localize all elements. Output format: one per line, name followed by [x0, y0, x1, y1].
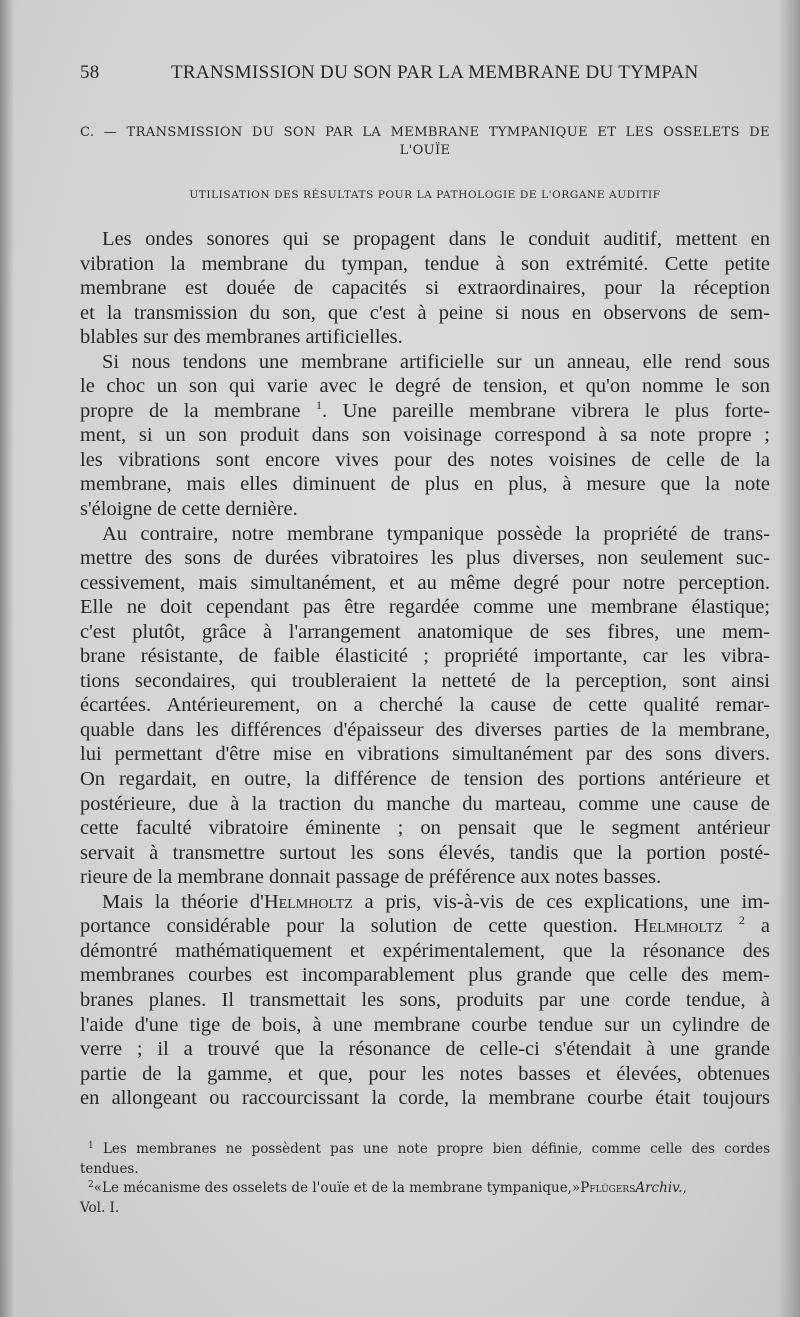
text-line: cessivement, mais simultanément, et au même degré pour notre perception.: [80, 571, 770, 594]
text-line: ment, si un son produit dans son voisinage correspond à sa note propre ;: [80, 424, 770, 447]
text-fragment: propre de la membrane: [80, 399, 301, 422]
text-line: branes planes. Il transmettait les sons, produits par une corde tendue, à: [80, 988, 770, 1011]
footnote-author: Pflügers: [580, 1180, 636, 1196]
footnote-journal: Archiv.: [635, 1180, 683, 1196]
text-line: rieure de la membrane donnait passage de préférence aux notes basses.: [80, 866, 662, 889]
page-number: 58: [80, 62, 100, 83]
footnotes: [80, 1140, 770, 1218]
text-line: membrane est douée de capacités si extraordinaires, pour la réception: [80, 277, 770, 300]
text-line: On regardait, en outre, la différence de tension des portions antérieure et: [80, 768, 770, 791]
text-line: brane résistante, de faible élasticité ; propriété importante, car les vibra-: [80, 645, 770, 668]
footnote-mark: 2: [88, 1180, 94, 1190]
text-fragment: a: [744, 915, 770, 938]
text-line: lui permettant d'être mise en vibrations simultanément par des sons divers.: [80, 743, 770, 766]
footnote-1-continued: tendues.: [80, 1160, 139, 1177]
text-line: postérieure, due à la traction du manche du marteau, comme une cause de: [80, 792, 770, 815]
text-line: [80, 399, 770, 424]
text-line: le choc un son qui varie avec le degré de tension, et qu'on nomme le son: [80, 375, 770, 398]
text-line: démontré mathématiquement et expérimentalement, que la résonance des: [80, 939, 770, 962]
text-line: verre ; il a trouvé que la résonance de celle-ci s'étendait à une grande: [80, 1038, 770, 1061]
text-line: membranes courbes est incomparablement plus grande que celle des mem-: [80, 964, 770, 987]
text-line: les vibrations sont encore vives pour des notes voisines de celle de la: [80, 448, 770, 471]
section-title: [80, 124, 770, 160]
section-subtitle: UTILISATION DES RÉSULTATS POUR LA PATHOLOGIE DE L'ORGANE AUDITIF: [189, 189, 661, 201]
text-line: en allongeant ou raccourcissant la corde, la membrane courbe était toujours: [80, 1087, 770, 1110]
running-head: TRANSMISSION DU SON PAR LA MEMBRANE DU TYMPAN: [171, 62, 699, 83]
text-line: blables sur des membranes artificielles.: [80, 326, 403, 349]
text-line: [80, 890, 770, 915]
page-header: [80, 62, 770, 86]
footnote-ref[interactable]: 2: [738, 913, 745, 928]
text-line: servait à transmettre surtout les sons élevés, tandis que la portion posté-: [80, 841, 770, 864]
text-line: écartées. Antérieurement, on a cherché la cause de cette qualité remar-: [80, 694, 770, 717]
text-line: c'est plutôt, grâce à l'arrangement anatomique de ses fibres, une mem-: [80, 620, 770, 643]
footnote-2: [80, 1179, 770, 1199]
footnote-text: «Le mécanisme des osselets de l'ouïe et de la membrane tympanique,»: [93, 1180, 581, 1196]
footnote-2-volume: Vol. I.: [80, 1199, 120, 1216]
footnote-1: [80, 1140, 770, 1160]
author-name: Helmholtz: [633, 915, 723, 938]
text-line: tions secondaires, qui troubleraient la netteté de la perception, sont ainsi: [80, 669, 770, 692]
text-fragment: a pris, vis-à-vis de ces explications, une im-: [352, 890, 770, 913]
text-line: quable dans les différences d'épaisseur des diverses parties de la membrane,: [80, 718, 770, 741]
author-name: Helmholtz: [263, 890, 353, 913]
section-title-line: L'OUÏE: [399, 143, 451, 158]
footnote-mark: 1: [88, 1141, 94, 1151]
text-line: s'éloigne de cette dernière.: [80, 498, 298, 521]
text-line: vibration la membrane du tympan, tendue à son extrémité. Cette petite: [80, 252, 770, 275]
text-line: cette faculté vibratoire éminente ; on pensait que le segment antérieur: [80, 817, 770, 840]
text-fragment: . Une pareille membrane vibrera le plus forte-: [322, 399, 771, 422]
text-line: mettre des sons de durées vibratoires les plus diverses, non seulement suc-: [80, 547, 770, 570]
body-text: [80, 227, 770, 1111]
text-fragment: Mais la théorie d': [102, 890, 264, 913]
text-line: l'aide d'une tige de bois, à une membrane courbe tendue sur un cylindre de: [80, 1013, 770, 1036]
text-line: Au contraire, notre membrane tympanique possède la propriété de trans-: [102, 522, 770, 545]
text-line: Elle ne doit cependant pas être regardée comme une membrane élastique;: [80, 596, 770, 619]
text-line: partie de la gamme, et que, pour les notes basses et élevées, obtenues: [80, 1062, 770, 1085]
section-title-line: C. — TRANSMISSION DU SON PAR LA MEMBRANE TYMPANIQUE ET LES OSSELETS DE: [80, 125, 770, 140]
text-fragment: portance considérable pour la solution de cette question.: [80, 915, 634, 938]
text-line: Les ondes sonores qui se propagent dans le conduit auditif, mettent en: [102, 228, 770, 250]
footnote-text: Les membranes ne possèdent pas une note propre bien définie, comme celle des cordes: [102, 1141, 770, 1157]
footnote-ref[interactable]: 1: [316, 397, 323, 412]
text-line: Si nous tendons une membrane artificielle sur un anneau, elle rend sous: [102, 350, 770, 373]
text-line: [80, 914, 770, 939]
footnote-punct: ,: [682, 1180, 687, 1196]
text-line: et la transmission du son, que c'est à peine si nous en observons de sem-: [80, 301, 770, 324]
text-line: membrane, mais elles diminuent de plus en plus, à mesure que la note: [80, 473, 770, 496]
